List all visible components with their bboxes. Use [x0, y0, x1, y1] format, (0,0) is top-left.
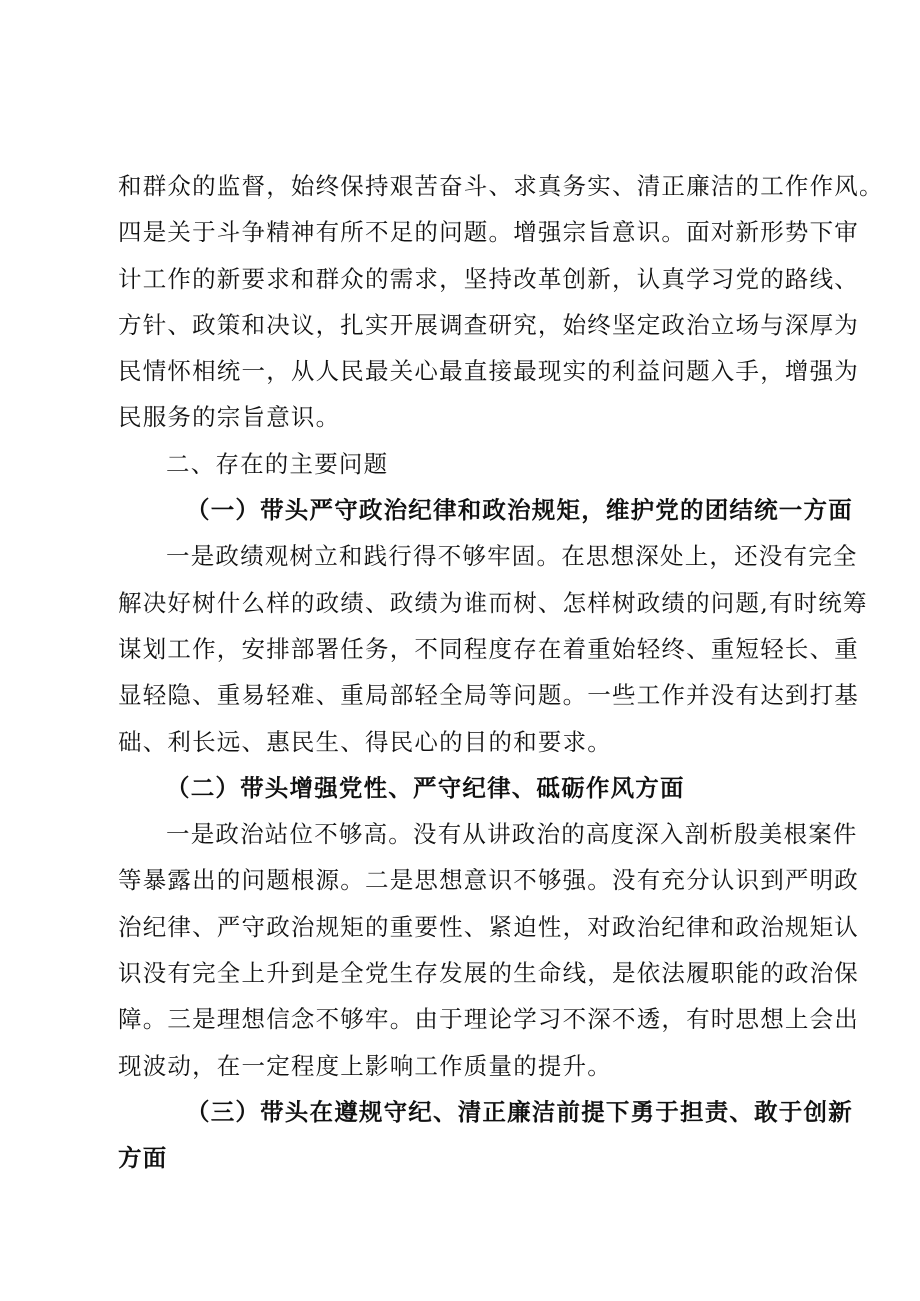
- text-line: 和群众的监督，始终保持艰苦奋斗、求真务实、清正廉洁的工作作风。: [118, 172, 884, 200]
- subsection-2: [118, 765, 859, 1089]
- text-line: 显轻隐、重易轻难、重局部轻全局等问题。一些工作并没有达到打基: [118, 681, 859, 710]
- text-line: 四是关于斗争精神有所不足的问题。增强宗旨意识。面对新形势下审: [118, 218, 859, 247]
- subsection-3: [118, 1089, 853, 1182]
- text-line: 础、利长远、惠民生、得民心的目的和要求。: [118, 727, 612, 756]
- text-line: 谋划工作，安排部署任务，不同程度存在着重始轻终、重短轻长、重: [118, 634, 859, 663]
- text-line: 障。三是理想信念不够牢。由于理论学习不深不透，有时思想上会出: [118, 1005, 859, 1034]
- text-line: 解决好树什么样的政绩、政绩为谁而树、怎样树政绩的问题,有时统筹: [118, 588, 868, 617]
- subsection-title: （三）带头在遵规守纪、清正廉洁前提下勇于担责、敢于创新: [186, 1097, 853, 1126]
- intro-paragraph: [118, 163, 884, 441]
- text-line: 方针、政策和决议，扎实开展调查研究，始终坚定政治立场与深厚为: [118, 310, 859, 339]
- text-line: 计工作的新要求和群众的需求，坚持改革创新，认真学习党的路线、: [118, 264, 859, 293]
- text-line: 现波动，在一定程度上影响工作质量的提升。: [118, 1051, 612, 1080]
- text-line: 一是政治站位不够高。没有从讲政治的高度深入剖析殷美根案件: [166, 820, 858, 849]
- text-line: 民情怀相统一，从人民最关心最直接最现实的利益问题入手，增强为: [118, 357, 859, 386]
- subsection-title: （一）带头严守政治纪律和政治规矩，维护党的团结统一方面: [186, 496, 853, 525]
- subsection-1: [118, 487, 868, 765]
- text-line: 治纪律、严守政治规矩的重要性、紧迫性，对政治纪律和政治规矩认: [118, 912, 859, 941]
- text-line: 民服务的宗旨意识。: [118, 403, 341, 432]
- text-line: 一是政绩观树立和践行得不够牢固。在思想深处上，还没有完全: [166, 542, 858, 571]
- subsection-title-continued: 方面: [118, 1144, 168, 1173]
- section-title: 二、存在的主要问题: [166, 449, 389, 478]
- document-body: [118, 163, 884, 1182]
- text-line: 识没有完全上升到是全党生存发展的生命线，是依法履职能的政治保: [118, 959, 859, 988]
- text-line: 等暴露出的问题根源。二是思想意识不够强。没有充分认识到严明政: [118, 866, 859, 895]
- subsection-title: （二）带头增强党性、严守纪律、砥砺作风方面: [166, 773, 685, 802]
